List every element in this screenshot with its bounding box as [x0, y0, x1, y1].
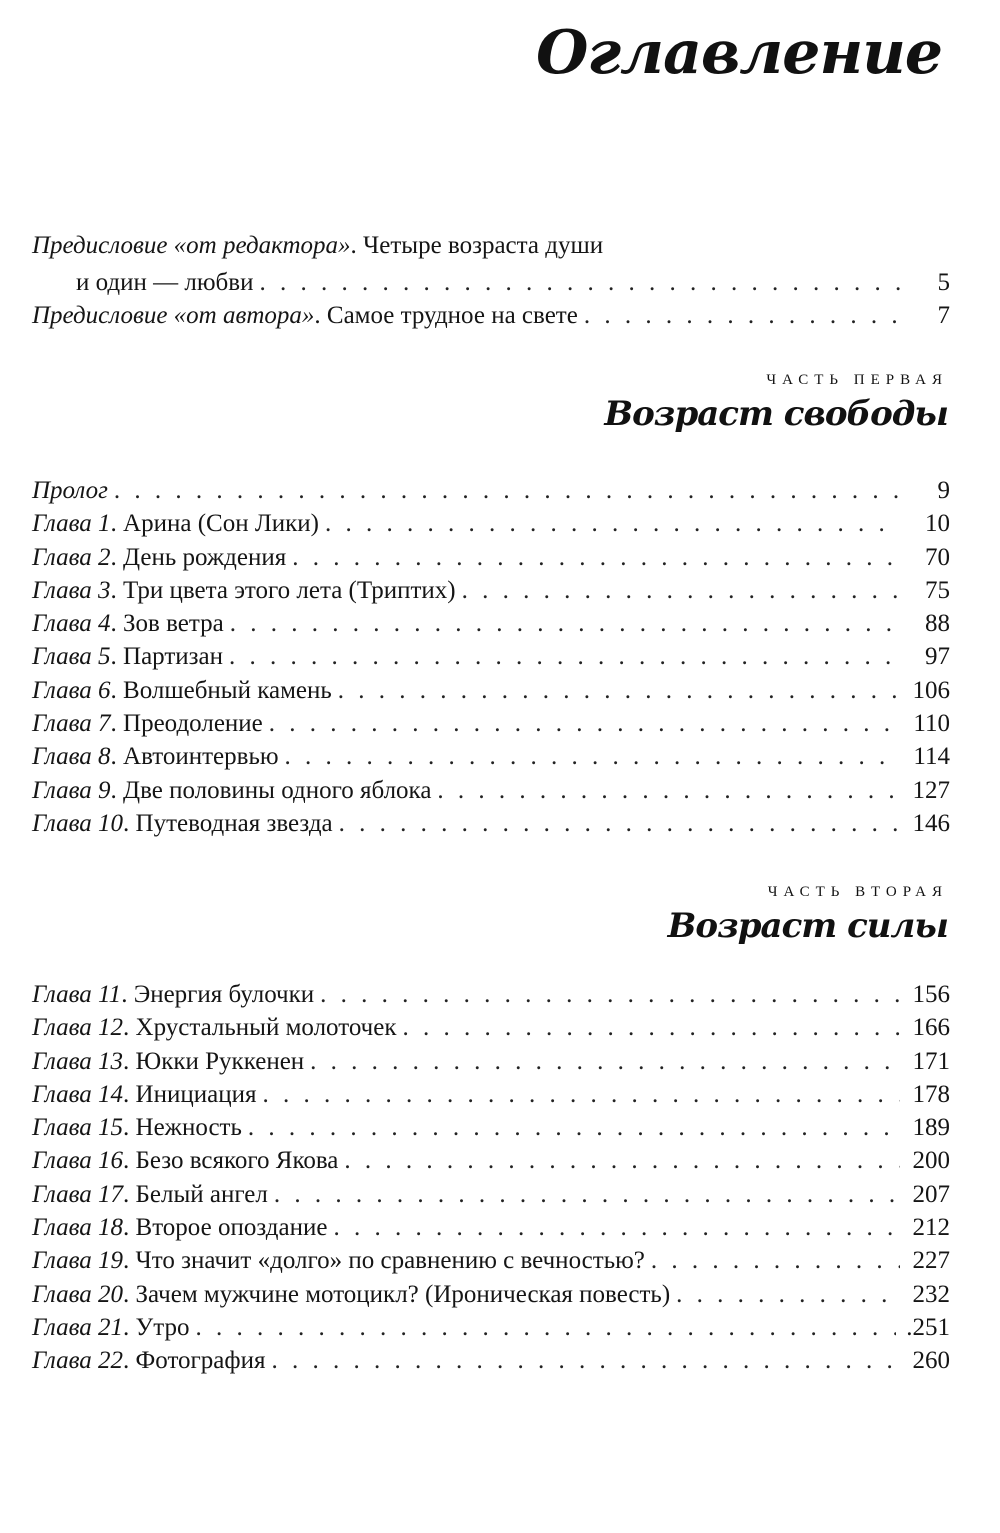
entry-text: . Юкки Руккенен — [123, 1047, 305, 1075]
entry-text: . Хрустальный молоточек — [123, 1014, 397, 1042]
entry-text: . Три цвета этого лета (Триптих) — [110, 576, 456, 604]
dot-leader — [651, 1244, 900, 1277]
entry-text: . Волшебный камень — [110, 676, 332, 704]
page-number: 97 — [925, 643, 950, 671]
entry-text: . Что значит «долго» по сравнению с вечностью? — [123, 1247, 645, 1275]
entry-label: Глава 17 — [32, 1180, 124, 1208]
toc-entry[interactable] — [32, 541, 950, 574]
dot-leader — [262, 1078, 900, 1111]
toc-entry[interactable] — [32, 1078, 950, 1111]
entry-label: Глава 7 — [32, 710, 111, 738]
page-number: 75 — [925, 576, 950, 604]
dot-leader — [259, 266, 900, 299]
entry-label: Глава 21 — [32, 1313, 124, 1341]
entry-text: . Энергия булочки — [121, 981, 315, 1008]
dot-leader — [269, 707, 900, 740]
page-number: 5 — [937, 269, 950, 296]
entry-text: . Партизан — [110, 643, 224, 671]
part-kicker: ЧАСТЬ ВТОРАЯ — [767, 884, 948, 900]
entry-label: Глава 11 — [32, 981, 122, 1008]
entry-label: Предисловие «от редактора» — [32, 232, 351, 259]
page-number: 146 — [912, 809, 950, 837]
page-number: 9 — [937, 477, 950, 504]
toc-entry[interactable] — [32, 1344, 950, 1377]
toc-entry[interactable] — [32, 1211, 950, 1244]
dot-leader — [320, 978, 900, 1011]
toc-entry[interactable] — [32, 1244, 950, 1277]
toc-entry[interactable] — [32, 674, 950, 707]
dot-leader — [285, 740, 900, 773]
dot-leader — [402, 1011, 900, 1044]
entry-label: Пролог — [32, 477, 108, 504]
entry-text: . Безо всякого Якова — [123, 1147, 339, 1175]
page-number: 212 — [912, 1214, 950, 1242]
entry-label: Глава 14 — [32, 1080, 124, 1108]
entry-label: Глава 10 — [32, 809, 124, 837]
page-number: 88 — [925, 610, 950, 638]
entry-text: . Нежность — [123, 1114, 242, 1142]
entry-label: Глава 6 — [32, 676, 111, 704]
entry-label: Глава 9 — [32, 776, 111, 804]
dot-leader — [338, 674, 900, 707]
part-title: Возраст свободы — [604, 394, 948, 434]
entry-text: . Белый ангел — [123, 1180, 268, 1208]
dot-leader — [462, 574, 900, 607]
toc-entry[interactable] — [32, 474, 950, 507]
dot-leader — [344, 1144, 900, 1177]
entry-text: . Второе опоздание — [123, 1214, 328, 1242]
entry-text: . Самое трудное на свете — [314, 302, 578, 330]
entry-text: . Две половины одного яблока — [110, 776, 432, 804]
page-number: 200 — [912, 1147, 950, 1175]
entry-label: Глава 4 — [32, 610, 111, 638]
toc-entry[interactable] — [32, 1011, 950, 1044]
toc-entry[interactable] — [32, 299, 950, 332]
toc-entry[interactable] — [32, 1045, 950, 1078]
dot-leader — [676, 1278, 900, 1311]
dot-leader — [230, 607, 900, 640]
dot-leader — [584, 299, 900, 332]
toc-entry[interactable] — [32, 1144, 950, 1177]
dot-leader — [325, 507, 900, 540]
toc-entry[interactable] — [32, 774, 950, 807]
toc-entry[interactable] — [32, 978, 950, 1011]
dot-leader — [339, 807, 900, 840]
page-number: 114 — [913, 743, 950, 771]
page-number: 127 — [912, 776, 950, 804]
toc-entry[interactable] — [32, 507, 950, 540]
entry-label: Глава 13 — [32, 1047, 124, 1075]
entry-text: . Четыре возраста души — [350, 232, 604, 259]
entry-label: Предисловие «от автора» — [32, 302, 315, 330]
toc-entry[interactable] — [32, 640, 950, 673]
dot-leader — [248, 1111, 900, 1144]
page-number: 207 — [912, 1180, 950, 1208]
page-number: 106 — [912, 676, 950, 704]
dot-leader — [292, 541, 900, 574]
toc-entry[interactable] — [32, 807, 950, 840]
page-number: 70 — [925, 543, 950, 571]
dot-leader — [310, 1045, 900, 1078]
dot-leader — [195, 1311, 896, 1344]
entry-text: . Фотография — [123, 1347, 266, 1375]
entry-label: Глава 19 — [32, 1247, 124, 1275]
page-number: 7 — [937, 302, 950, 330]
entry-label: Глава 15 — [32, 1114, 124, 1142]
toc-entry[interactable] — [32, 1311, 950, 1344]
toc-entry[interactable] — [32, 1111, 950, 1144]
entry-text: . Зов ветра — [110, 610, 224, 638]
prefaces-block — [32, 226, 950, 333]
entry-label: Глава 5 — [32, 643, 111, 671]
page-number: 189 — [912, 1114, 950, 1142]
toc-entry[interactable] — [32, 574, 950, 607]
entry-text: . Преодоление — [110, 710, 263, 738]
entry-label: Глава 22 — [32, 1347, 124, 1375]
entry-label: Глава 2 — [32, 543, 111, 571]
entry-label: Глава 3 — [32, 576, 111, 604]
toc-entry[interactable] — [32, 1278, 950, 1311]
toc-entry[interactable] — [32, 607, 950, 640]
part-one-entries — [32, 474, 950, 840]
entry-label: Глава 12 — [32, 1014, 124, 1042]
entry-text: . Утро — [123, 1313, 190, 1341]
page-number: 166 — [912, 1014, 950, 1042]
page-number: 232 — [912, 1280, 950, 1308]
dot-leader — [274, 1178, 900, 1211]
dot-leader — [437, 774, 900, 807]
dot-leader — [271, 1344, 900, 1377]
entry-label: Глава 18 — [32, 1214, 124, 1242]
page-title: Оглавление — [536, 18, 942, 88]
part-title: Возраст силы — [667, 906, 948, 946]
toc-entry[interactable] — [32, 226, 950, 266]
part-kicker: ЧАСТЬ ПЕРВАЯ — [766, 372, 948, 388]
entry-label: Глава 20 — [32, 1280, 124, 1308]
page-number: 227 — [912, 1247, 950, 1275]
toc-entry[interactable] — [32, 740, 950, 773]
entry-label: Глава 8 — [32, 743, 111, 771]
entry-text: . Инициация — [123, 1080, 257, 1108]
part-two-entries — [32, 978, 950, 1378]
toc-entry[interactable] — [32, 707, 950, 740]
toc-entry[interactable] — [32, 1178, 950, 1211]
page-number: 178 — [912, 1080, 950, 1108]
entry-label: Глава 16 — [32, 1147, 124, 1175]
entry-text: . Арина (Сон Лики) — [110, 510, 320, 538]
entry-text: и один — любви — [76, 269, 254, 296]
page-number: 171 — [912, 1047, 950, 1075]
page-number: 10 — [925, 510, 950, 538]
page-number: 156 — [912, 981, 950, 1008]
entry-text: . Путеводная звезда — [123, 809, 333, 837]
entry-text: . Автоинтервью — [110, 743, 279, 771]
toc-entry-continuation[interactable] — [32, 266, 950, 299]
page-number: .251 — [906, 1313, 950, 1341]
entry-label: Глава 1 — [32, 510, 111, 538]
page-number: 260 — [912, 1347, 950, 1375]
entry-text: . День рождения — [110, 543, 287, 571]
entry-text: . Зачем мужчине мотоцикл? (Ироническая повесть) — [123, 1280, 671, 1308]
dot-leader — [114, 474, 900, 507]
page-number: 110 — [913, 710, 950, 738]
dot-leader — [333, 1211, 900, 1244]
dot-leader — [229, 640, 900, 673]
